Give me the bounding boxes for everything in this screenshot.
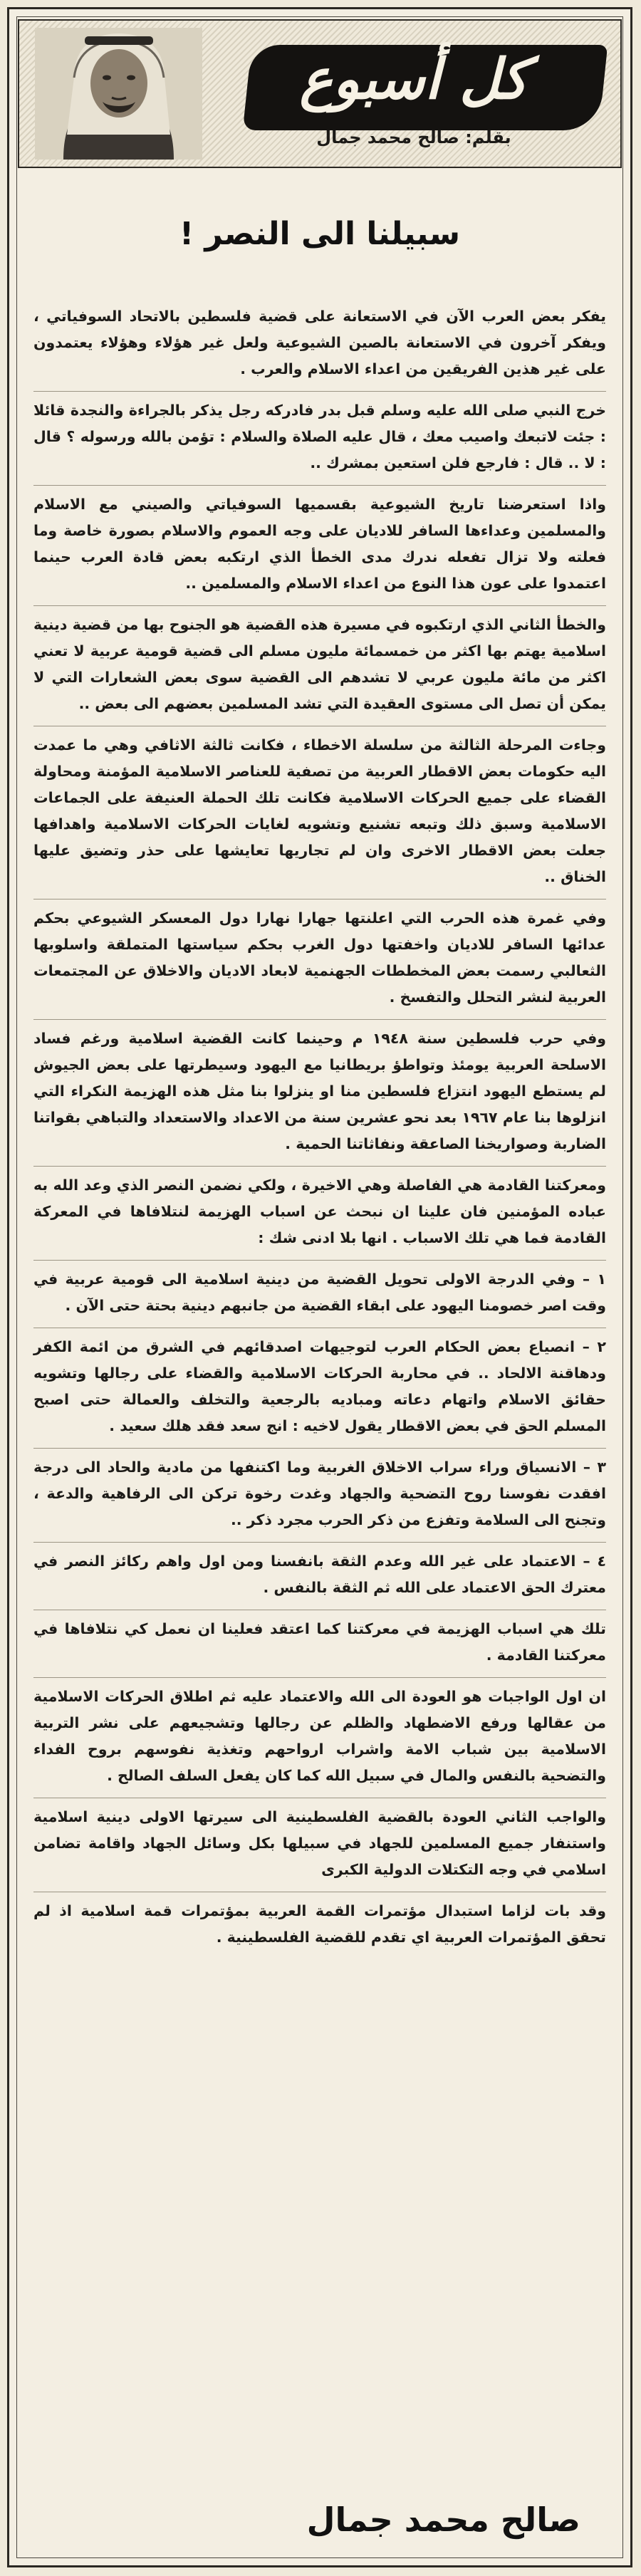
paragraph: يفكر بعض العرب الآن في الاستعانة على قضية فلسطين بالاتحاد السوفياتي ، ويفكر آخرون في الاستعانة بالصين الشيوعية ولعل غير هؤلاء وهؤلاء يعتمدون على غير هذين الفريقين من اعداء الاسلام والعرب .	[33, 298, 606, 392]
column-masthead: كل أسبوع	[299, 47, 528, 112]
article-title: سبيلنا الى النصر !	[179, 216, 461, 252]
paragraph: والخطأ الثاني الذي ارتكبوه في مسيرة هذه القضية هو الجنوح بها من قضية دينية اسلامية يهتم بها اكثر من خمسمائة مليون مسلم الى قضية قومية عربية لا تعني اكثر من مائة مليون عربي لا تشدهم الى القضية سوى بعض الشعارات التي لا يمكن أن تصل الى مستوى العقيدة التي تشد المسلمين بعضهم الى بعض ..	[33, 606, 606, 726]
paragraph: ان اول الواجبات هو العودة الى الله والاعتماد عليه ثم اطلاق الحركات الاسلامية من عقالها ورفع الاضطهاد والظلم عن رجالها وتشجيعهم على نشر التربية الاسلامية بين شباب الامة واشراب ارواحهم وتغذية نفوسهم بروح الفداء والتضحية بالنفس والمال في سبيل الله كما كان يفعل السلف الصالح .	[33, 1678, 606, 1798]
paragraph: وفي غمرة هذه الحرب التي اعلنتها جهارا نهارا دول المعسكر الشيوعي بحكم عدائها السافر للاديان واخفتها دول الغرب بحكم سياستها المتملقة واسلوبها الثعالبي رسمت بعض المخططات الجهنمية لابعاد الاديان والاخلاق عن المجتمعات العربية لنشر التحلل والتفسخ .	[33, 899, 606, 1020]
paragraph: تلك هي اسباب الهزيمة في معركتنا كما اعتقد فعلينا ان نعمل كي نتلافاها في معركتنا القادمة .	[33, 1610, 606, 1678]
paragraph: ١ – وفي الدرجة الاولى تحويل القضية من دينية اسلامية الى قومية عربية في وقت اصر خصومنا اليهود على ابقاء القضية من جانبهم دينية بحتة حتى الآن .	[33, 1261, 606, 1328]
newspaper-column	[7, 7, 632, 2567]
title-block	[9, 216, 630, 259]
paragraph: ٣ – الانسياق وراء سراب الاخلاق الغربية وما اكتنفها من مادية والحاد الى درجة افقدت نفوسنا روح التضحية والجهاد وغدت رخوة تركن الى الرفاهية والدعة ، وتجنح الى السلامة وتفزع من ذكر الحرب مجرد ذكر ..	[33, 1449, 606, 1543]
paragraph: ٤ – الاعتماد على غير الله وعدم الثقة بانفسنا ومن اول واهم ركائز النصر في معترك الحق الاعتماد على الله ثم الثقة بالنفس .	[33, 1543, 606, 1610]
paragraph: والواجب الثاني العودة بالقضية الفلسطينية الى سيرتها الاولى دينية اسلامية واستنفار جميع المسلمين للجهاد في سبيلها بكل وسائل الجهاد واقامة تضامن اسلامي في وجه التكتلات الدولية الكبرى	[33, 1798, 606, 1892]
paragraph: وجاءت المرحلة الثالثة من سلسلة الاخطاء ، فكانت ثالثة الاثافي وهي ما عمدت اليه حكومات بعض الاقطار العربية من تصفية للعناصر الاسلامية المؤمنة ومحاولة القضاء على جميع الحركات الاسلامية فكانت تلك الحملة العنيفة على الجماعات الاسلامية وسبق ذلك وتبعه تشنيع وتشويه لغايات الحركات الاسلامية واهدافها جعلت بعض الاقطار الاخرى وان لم تجاريها تعايشها على حذر وتضيق عليها الخناق ..	[33, 726, 606, 899]
paragraph: وفي حرب فلسطين سنة ١٩٤٨ م وحينما كانت القضية اسلامية ورغم فساد الاسلحة العربية يومئذ وتواطؤ بريطانيا مع اليهود وسيطرتها على بعض الجيوش لم يستطع اليهود انتزاع فلسطين منا او ينزلوا بنا مثل هذه الهزيمة النكراء التي انزلوها بنا عام ١٩٦٧ بعد نحو عشرين سنة من الاعداد والاستعداد والتباهي بقواتنا الضاربة وصواريخنا الصاعقة ونفاثاتنا الحمية .	[33, 1020, 606, 1167]
author-byline: بقلم: صالح محمد جمال	[316, 127, 511, 147]
author-signature: صالح محمد جمال	[306, 2501, 580, 2539]
paragraph: وقد بات لزاما استبدال مؤتمرات القمة العربية بمؤتمرات قمة اسلامية اذ لم تحقق المؤتمرات العربية اي تقدم للقضية الفلسطينية .	[33, 1902, 606, 1946]
paragraph: ٢ – انصياع بعض الحكام العرب لتوجيهات اصدقائهم في الشرق من ائمة الكفر ودهاقنة الالحاد .. في محاربة الحركات الاسلامية والقضاء على رجالها وتشويه حقائق الاسلام واتهام دعاته ومباديه بالرجعية والتخلف والعمالة حتى اصبح المسلم الحق في بعض الاقطار يقول لاخيه : انج سعد فقد هلك سعيد .	[33, 1328, 606, 1449]
paragraph: ومعركتنا القادمة هي الفاصلة وهي الاخيرة ، ولكي نضمن النصر الذي وعد الله به عباده المؤمنين فان علينا ان نبحث عن اسباب الهزيمة لنتلافاها في المعركة القادمة فما هي تلك الاسباب . انها بلا ادنى شك :	[33, 1167, 606, 1261]
column-header	[18, 19, 622, 168]
paragraph: واذا استعرضنا تاريخ الشيوعية بقسميها السوفياتي والصيني مع الاسلام والمسلمين وعداءها السافر للاديان على وجه العموم والاسلام بصورة خاصة وما فعلته ولا تزال تفعله ندرك مدى الخطأ الذي ارتكبه بعض قادة العرب حينما اعتمدوا على عون هذا النوع من اعداء الاسلام والمسلمين ..	[33, 486, 606, 606]
article-body	[33, 298, 606, 1959]
author-portrait	[35, 28, 202, 160]
paragraph: خرج النبي صلى الله عليه وسلم قبل بدر فادركه رجل يذكر بالجراءة والنجدة قائلا : جئت لاتبعك واصيب معك ، قال عليه الصلاة والسلام : تؤمن بالله ورسوله ؟ قال : لا .. قال : فارجع فلن استعين بمشرك ..	[33, 392, 606, 486]
